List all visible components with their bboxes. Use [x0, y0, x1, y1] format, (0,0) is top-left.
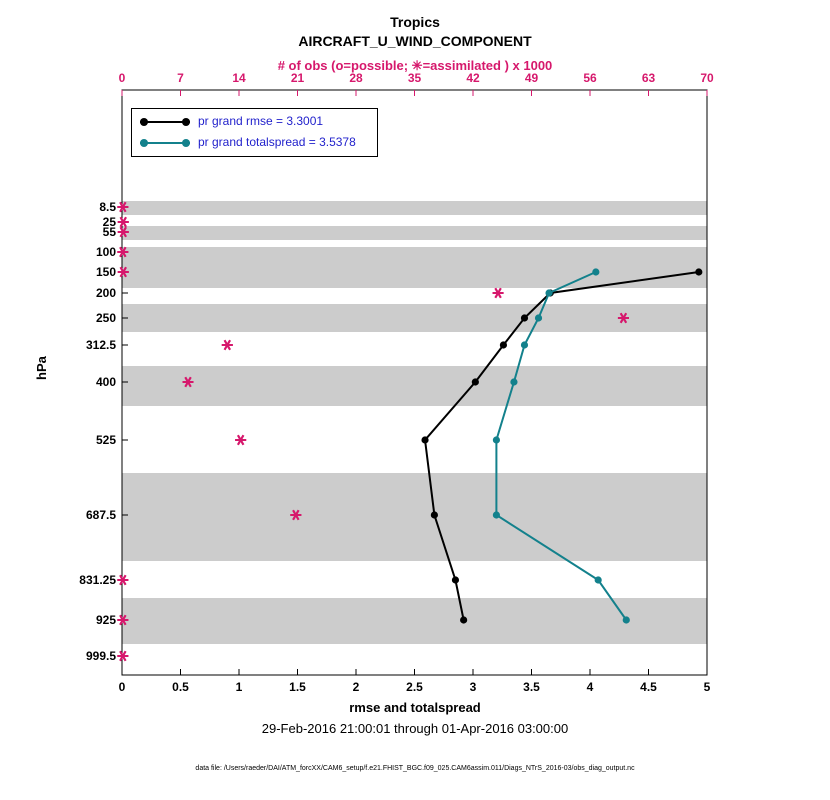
top-axis-tick-label: 7 — [177, 71, 184, 85]
chart-title-region: Tropics — [390, 14, 440, 30]
top-axis-tick-label: 63 — [641, 71, 656, 85]
series-point — [623, 616, 630, 623]
x-axis-tick-label: 3.5 — [523, 680, 540, 694]
y-axis-tick-label: 999.5 — [85, 649, 116, 663]
series-point — [545, 289, 552, 296]
x-axis-tick-label: 4.5 — [640, 680, 657, 694]
plot-band-4 — [122, 366, 707, 406]
legend-marker-rmse-end — [182, 118, 190, 126]
plot-band-0 — [122, 201, 707, 215]
date-range-label: 29-Feb-2016 21:00:01 through 01-Apr-2016 03:00:00 — [261, 721, 569, 736]
top-axis-tick-label: 28 — [349, 71, 363, 85]
y-axis-tick-label: 55 — [102, 225, 116, 239]
top-axis-tick-label: 49 — [524, 71, 539, 85]
series-point — [472, 378, 479, 385]
plot-band-5 — [122, 473, 707, 561]
series-point — [521, 314, 528, 321]
chart-title-obs-axis: # of obs (o=possible; ✳=assimilated ) x 1000 — [277, 58, 553, 73]
y-axis-tick-label: 250 — [95, 311, 116, 325]
y-axis-tick-label: 687.5 — [85, 508, 116, 522]
plot-band-6 — [122, 598, 707, 644]
chart-title-variable: AIRCRAFT_U_WIND_COMPONENT — [298, 33, 532, 49]
chart-legend — [131, 108, 378, 157]
x-axis-tick-label: 3 — [469, 680, 477, 694]
obs-marker — [493, 288, 504, 298]
legend-marker-totalspread-end — [182, 139, 190, 147]
series-point — [695, 268, 702, 275]
x-axis-tick-label: 5 — [703, 680, 711, 694]
y-axis-label: hPa — [34, 356, 49, 380]
legend-label-totalspread: pr grand totalspread = 3.5378 — [198, 135, 356, 149]
series-point — [500, 341, 507, 348]
x-axis-tick-label: 0 — [118, 680, 126, 694]
y-axis-tick-label: 925 — [95, 613, 116, 627]
y-axis-tick-label: 100 — [95, 245, 116, 259]
top-axis-tick-label: 70 — [700, 71, 714, 85]
top-axis-tick-label: 21 — [290, 71, 305, 85]
legend-marker-rmse-start — [140, 118, 148, 126]
y-axis-tick-label: 831.25 — [79, 573, 116, 587]
y-axis-tick-label: 25 — [102, 215, 116, 229]
series-point — [431, 511, 438, 518]
series-point — [592, 268, 599, 275]
x-axis-tick-label: 4 — [586, 680, 594, 694]
top-axis-tick-label: 0 — [118, 71, 126, 85]
x-axis-tick-label: 0.5 — [172, 680, 189, 694]
obs-marker — [235, 435, 246, 445]
y-axis-tick-label: 8.5 — [99, 200, 116, 214]
series-point — [535, 314, 542, 321]
legend-item-totalspread — [132, 132, 377, 154]
series-point — [595, 576, 602, 583]
obs-marker — [118, 217, 129, 227]
series-point — [493, 436, 500, 443]
series-point — [460, 616, 467, 623]
legend-marker-totalspread-start — [140, 139, 148, 147]
plot-band-1 — [122, 226, 707, 240]
x-axis-tick-label: 1.5 — [289, 680, 306, 694]
obs-marker — [117, 651, 128, 661]
series-point — [452, 576, 459, 583]
series-point — [510, 378, 517, 385]
x-axis-label: rmse and totalspread — [349, 700, 481, 715]
top-axis-tick-label: 42 — [466, 71, 480, 85]
y-axis-tick-label: 525 — [95, 433, 116, 447]
obs-marker — [117, 575, 128, 585]
plot-band-2 — [122, 247, 707, 288]
y-axis-tick-label: 200 — [95, 286, 116, 300]
y-axis-tick-label: 312.5 — [85, 338, 116, 352]
x-axis-tick-label: 2.5 — [406, 680, 423, 694]
legend-item-rmse — [132, 111, 377, 133]
obs-marker — [222, 340, 233, 350]
data-file-label: data file: /Users/raeder/DAI/ATM_forcXX/CAM6_setup/f.e21.FHIST_BGC.f09_025.CAM6assim.011/Diags_NTrS_2016-03/obs_diag_output.nc — [195, 765, 635, 772]
y-axis-tick-label: 400 — [95, 375, 116, 389]
series-point — [421, 436, 428, 443]
legend-label-rmse: pr grand rmse = 3.3001 — [198, 114, 324, 128]
x-axis-tick-label: 1 — [235, 680, 243, 694]
top-axis-tick-label: 14 — [232, 71, 246, 85]
x-axis-tick-label: 2 — [352, 680, 360, 694]
series-point — [521, 341, 528, 348]
top-axis-tick-label: 56 — [583, 71, 597, 85]
top-axis-tick-label: 35 — [407, 71, 422, 85]
series-point — [493, 511, 500, 518]
y-axis-tick-label: 150 — [95, 265, 116, 279]
